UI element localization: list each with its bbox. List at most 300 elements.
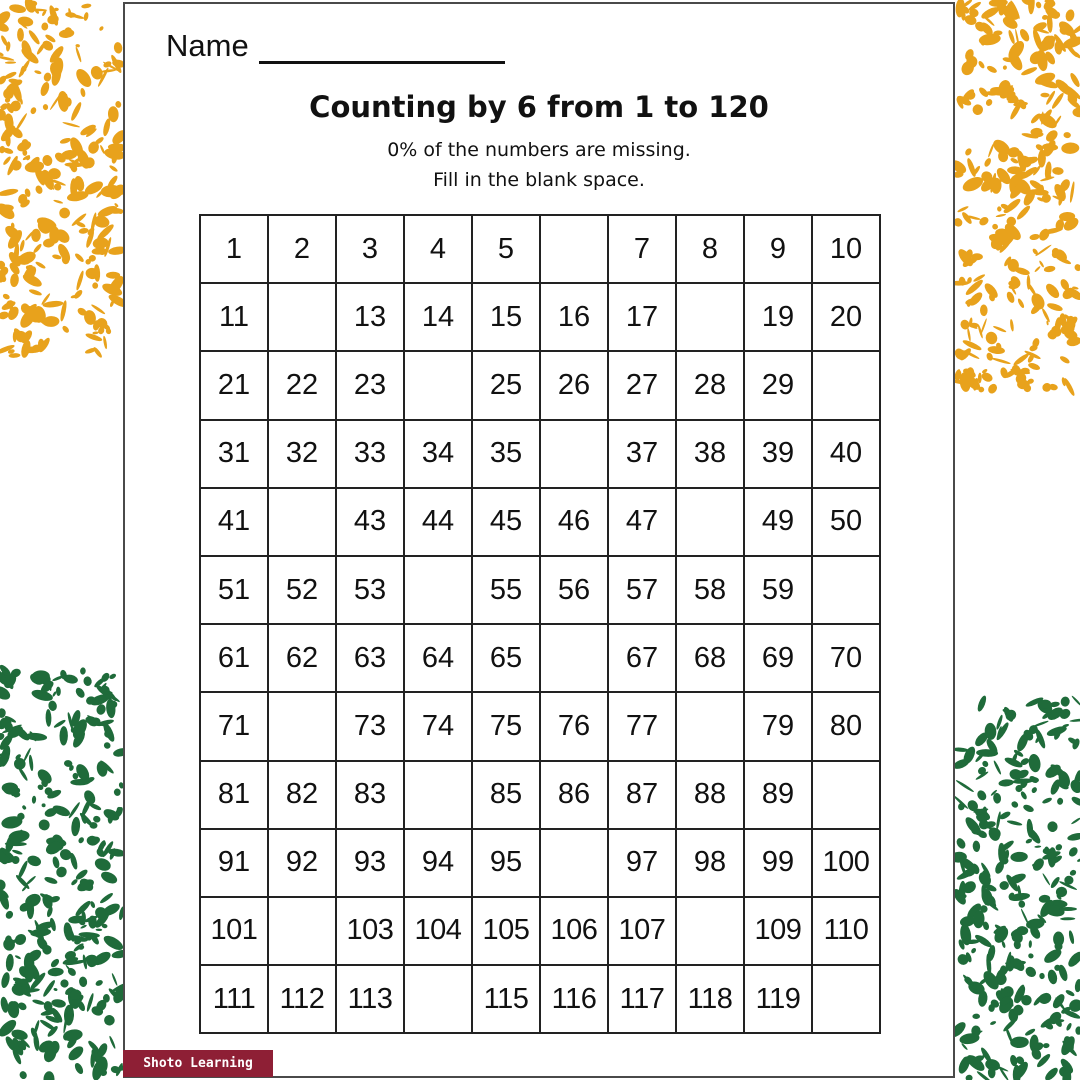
splatter-blob bbox=[32, 999, 45, 1006]
splatter-blob bbox=[1041, 797, 1052, 805]
splatter-blob bbox=[1029, 291, 1047, 311]
splatter-blob bbox=[998, 779, 1014, 788]
number-cell: 74 bbox=[405, 693, 473, 761]
splatter-blob bbox=[967, 328, 972, 342]
number-cell: 73 bbox=[337, 693, 405, 761]
splatter-blob bbox=[108, 1035, 116, 1049]
number-cell: 53 bbox=[337, 557, 405, 625]
splatter-blob bbox=[51, 803, 71, 818]
number-cell: 107 bbox=[609, 898, 677, 966]
number-cell: 9 bbox=[745, 216, 813, 284]
number-cell: 58 bbox=[677, 557, 745, 625]
blank-cell[interactable] bbox=[541, 830, 609, 898]
splatter-blob bbox=[99, 892, 114, 905]
splatter-blob bbox=[73, 1062, 85, 1076]
splatter-blob bbox=[987, 143, 995, 158]
number-cell: 103 bbox=[337, 898, 405, 966]
splatter-blob bbox=[1043, 265, 1055, 273]
splatter-blob bbox=[57, 90, 70, 112]
number-grid bbox=[199, 214, 881, 1034]
splatter-blob bbox=[2, 783, 18, 793]
blank-cell[interactable] bbox=[405, 966, 473, 1034]
splatter-blob bbox=[36, 817, 51, 832]
blank-cell[interactable] bbox=[677, 489, 745, 557]
splatter-blob bbox=[1046, 302, 1063, 313]
splatter-blob bbox=[49, 957, 60, 968]
splatter-blob bbox=[1017, 298, 1026, 309]
number-cell: 27 bbox=[609, 352, 677, 420]
splatter-blob bbox=[1063, 377, 1076, 397]
splatter-blob bbox=[80, 667, 86, 675]
splatter-blob bbox=[1039, 991, 1054, 1006]
number-cell: 40 bbox=[813, 421, 881, 489]
splatter-blob bbox=[5, 61, 16, 64]
splatter-blob bbox=[1010, 800, 1019, 809]
splatter-blob bbox=[972, 840, 980, 852]
splatter-blob bbox=[995, 811, 1001, 830]
splatter-blob bbox=[41, 22, 48, 31]
splatter-blob bbox=[18, 1070, 27, 1080]
splatter-blob bbox=[1054, 843, 1063, 852]
blank-cell[interactable] bbox=[813, 762, 881, 830]
blank-cell[interactable] bbox=[541, 625, 609, 693]
number-cell: 4 bbox=[405, 216, 473, 284]
splatter-blob bbox=[62, 121, 80, 128]
splatter-blob bbox=[92, 331, 98, 335]
splatter-blob bbox=[56, 686, 61, 696]
splatter-blob bbox=[1057, 797, 1064, 805]
number-cell: 34 bbox=[405, 421, 473, 489]
splatter-blob bbox=[1007, 819, 1023, 826]
splatter-blob bbox=[80, 88, 86, 98]
number-cell: 111 bbox=[201, 966, 269, 1034]
worksheet-page bbox=[123, 2, 955, 1078]
splatter-blob bbox=[1077, 858, 1080, 863]
number-cell: 51 bbox=[201, 557, 269, 625]
number-cell: 112 bbox=[269, 966, 337, 1034]
splatter-blob bbox=[108, 164, 118, 173]
splatter-blob bbox=[53, 988, 58, 992]
blank-cell[interactable] bbox=[677, 693, 745, 761]
splatter-blob bbox=[1071, 695, 1080, 707]
splatter-blob bbox=[0, 188, 19, 198]
splatter-blob bbox=[981, 760, 989, 769]
splatter-blob bbox=[92, 346, 103, 359]
splatter-blob bbox=[96, 928, 103, 931]
blank-cell[interactable] bbox=[677, 898, 745, 966]
splatter-blob bbox=[1051, 992, 1067, 1010]
blank-cell[interactable] bbox=[677, 284, 745, 352]
number-cell: 38 bbox=[677, 421, 745, 489]
splatter-blob bbox=[995, 213, 1006, 217]
splatter-blob bbox=[962, 338, 983, 352]
splatter-blob bbox=[113, 42, 123, 54]
splatter-blob bbox=[32, 796, 37, 804]
splatter-blob bbox=[977, 60, 985, 69]
splatter-blob bbox=[1069, 869, 1077, 877]
number-cell: 29 bbox=[745, 352, 813, 420]
name-field bbox=[166, 28, 505, 64]
number-cell: 80 bbox=[813, 693, 881, 761]
number-cell: 19 bbox=[745, 284, 813, 352]
splatter-blob bbox=[971, 103, 984, 116]
splatter-blob bbox=[1067, 846, 1079, 859]
splatter-blob bbox=[1074, 979, 1080, 993]
splatter-blob bbox=[42, 803, 46, 807]
splatter-blob bbox=[27, 29, 41, 46]
splatter-blob bbox=[59, 978, 69, 988]
splatter-blob bbox=[102, 1013, 117, 1027]
number-cell: 35 bbox=[473, 421, 541, 489]
splatter-blob bbox=[1059, 355, 1071, 365]
splatter-blob bbox=[1009, 319, 1014, 332]
splatter-blob bbox=[28, 288, 42, 297]
splatter-blob bbox=[1028, 940, 1032, 948]
splatter-blob bbox=[95, 979, 104, 987]
splatter-blob bbox=[1061, 142, 1080, 154]
splatter-blob bbox=[1023, 965, 1038, 980]
number-cell: 75 bbox=[473, 693, 541, 761]
splatter-blob bbox=[13, 932, 29, 948]
number-cell: 55 bbox=[473, 557, 541, 625]
splatter-blob bbox=[1034, 845, 1041, 848]
splatter-blob bbox=[58, 206, 72, 220]
splatter-blob bbox=[81, 3, 92, 9]
splatter-blob bbox=[1069, 718, 1080, 723]
splatter-blob bbox=[99, 869, 119, 886]
splatter-blob bbox=[99, 145, 105, 155]
number-cell: 7 bbox=[609, 216, 677, 284]
splatter-blob bbox=[93, 856, 113, 873]
worksheet-title: Counting by 6 from 1 to 120 bbox=[309, 90, 769, 124]
number-cell: 116 bbox=[541, 966, 609, 1034]
number-cell: 26 bbox=[541, 352, 609, 420]
number-cell: 59 bbox=[745, 557, 813, 625]
splatter-blob bbox=[47, 967, 64, 976]
splatter-blob bbox=[1042, 873, 1051, 886]
splatter-blob bbox=[991, 357, 1011, 365]
splatter-blob bbox=[74, 686, 87, 699]
number-cell: 99 bbox=[745, 830, 813, 898]
splatter-blob bbox=[1002, 65, 1007, 70]
splatter-blob bbox=[103, 741, 112, 750]
number-cell: 104 bbox=[405, 898, 473, 966]
number-cell: 110 bbox=[813, 898, 881, 966]
splatter-blob bbox=[972, 1014, 980, 1020]
number-cell: 21 bbox=[201, 352, 269, 420]
splatter-blob bbox=[975, 789, 988, 802]
blank-cell[interactable] bbox=[813, 966, 881, 1034]
splatter-blob bbox=[69, 101, 83, 122]
splatter-blob bbox=[31, 229, 41, 243]
number-cell: 77 bbox=[609, 693, 677, 761]
number-cell: 33 bbox=[337, 421, 405, 489]
splatter-blob bbox=[1067, 832, 1080, 842]
number-cell: 70 bbox=[813, 625, 881, 693]
splatter-blob bbox=[34, 70, 42, 75]
blank-cell[interactable] bbox=[405, 352, 473, 420]
splatter-blob bbox=[1010, 851, 1028, 862]
splatter-blob bbox=[14, 955, 21, 960]
number-cell: 22 bbox=[269, 352, 337, 420]
blank-cell[interactable] bbox=[541, 421, 609, 489]
number-cell: 2 bbox=[269, 216, 337, 284]
worksheet-subtitle: 0% of the numbers are missing. bbox=[387, 139, 691, 161]
splatter-blob bbox=[44, 876, 59, 886]
number-cell: 94 bbox=[405, 830, 473, 898]
splatter-blob bbox=[1031, 786, 1038, 794]
splatter-blob bbox=[1073, 263, 1080, 273]
splatter-blob bbox=[1012, 352, 1030, 367]
number-cell: 11 bbox=[201, 284, 269, 352]
splatter-blob bbox=[985, 98, 994, 107]
splatter-blob bbox=[1026, 281, 1037, 296]
splatter-blob bbox=[70, 178, 77, 198]
splatter-blob bbox=[59, 137, 71, 145]
splatter-blob bbox=[34, 184, 43, 194]
number-cell: 52 bbox=[269, 557, 337, 625]
blank-cell[interactable] bbox=[541, 216, 609, 284]
splatter-blob bbox=[1041, 308, 1051, 323]
splatter-blob bbox=[14, 112, 28, 132]
splatter-blob bbox=[102, 335, 107, 349]
splatter-blob bbox=[78, 976, 87, 987]
number-cell: 86 bbox=[541, 762, 609, 830]
splatter-blob bbox=[1043, 1066, 1060, 1080]
number-cell: 119 bbox=[745, 966, 813, 1034]
splatter-blob bbox=[1046, 820, 1059, 833]
number-cell: 8 bbox=[677, 216, 745, 284]
number-cell: 46 bbox=[541, 489, 609, 557]
splatter-blob bbox=[1007, 29, 1016, 44]
number-cell: 117 bbox=[609, 966, 677, 1034]
splatter-blob bbox=[45, 709, 51, 727]
splatter-blob bbox=[74, 252, 85, 263]
splatter-blob bbox=[3, 70, 17, 80]
number-cell: 5 bbox=[473, 216, 541, 284]
blank-cell[interactable] bbox=[405, 557, 473, 625]
worksheet-instruction: Fill in the blank space. bbox=[433, 169, 645, 191]
splatter-blob bbox=[964, 147, 973, 157]
splatter-blob bbox=[970, 947, 977, 954]
splatter-blob bbox=[43, 104, 49, 111]
number-cell: 85 bbox=[473, 762, 541, 830]
name-blank-line[interactable] bbox=[259, 33, 505, 64]
splatter-blob bbox=[9, 3, 27, 14]
splatter-blob bbox=[1043, 1043, 1050, 1049]
number-cell: 64 bbox=[405, 625, 473, 693]
number-cell: 113 bbox=[337, 966, 405, 1034]
splatter-blob bbox=[993, 760, 1002, 775]
number-cell: 83 bbox=[337, 762, 405, 830]
number-cell: 3 bbox=[337, 216, 405, 284]
splatter-blob bbox=[75, 46, 82, 62]
splatter-blob bbox=[993, 325, 1007, 333]
splatter-blob bbox=[0, 52, 4, 57]
number-cell: 92 bbox=[269, 830, 337, 898]
splatter-blob bbox=[78, 227, 89, 234]
number-cell: 68 bbox=[677, 625, 745, 693]
splatter-blob bbox=[986, 382, 999, 395]
splatter-blob bbox=[1020, 790, 1028, 800]
splatter-blob bbox=[35, 261, 47, 270]
number-cell: 1 bbox=[201, 216, 269, 284]
brand-badge: Shoto Learning bbox=[123, 1050, 273, 1077]
splatter-blob bbox=[1027, 953, 1034, 960]
number-cell: 13 bbox=[337, 284, 405, 352]
number-cell: 98 bbox=[677, 830, 745, 898]
number-cell: 100 bbox=[813, 830, 881, 898]
splatter-blob bbox=[43, 72, 52, 83]
splatter-blob bbox=[1060, 696, 1070, 707]
number-cell: 89 bbox=[745, 762, 813, 830]
number-cell: 65 bbox=[473, 625, 541, 693]
number-cell: 81 bbox=[201, 762, 269, 830]
number-cell: 32 bbox=[269, 421, 337, 489]
blank-cell[interactable] bbox=[269, 898, 337, 966]
splatter-blob bbox=[1046, 969, 1058, 985]
number-cell: 106 bbox=[541, 898, 609, 966]
splatter-blob bbox=[1010, 1036, 1029, 1048]
splatter-blob bbox=[1064, 9, 1075, 23]
splatter-blob bbox=[39, 81, 51, 97]
splatter-blob bbox=[113, 788, 121, 796]
splatter-blob bbox=[991, 223, 999, 230]
blank-cell[interactable] bbox=[813, 557, 881, 625]
number-cell: 14 bbox=[405, 284, 473, 352]
splatter-blob bbox=[77, 836, 85, 844]
number-cell: 25 bbox=[473, 352, 541, 420]
splatter-blob bbox=[28, 755, 34, 772]
splatter-blob bbox=[54, 8, 59, 11]
number-cell: 16 bbox=[541, 284, 609, 352]
number-cell: 23 bbox=[337, 352, 405, 420]
splatter-blob bbox=[1035, 1, 1042, 9]
splatter-blob bbox=[30, 106, 38, 115]
splatter-blob bbox=[1034, 266, 1041, 273]
number-cell: 49 bbox=[745, 489, 813, 557]
splatter-blob bbox=[59, 726, 68, 746]
splatter-blob bbox=[2, 293, 11, 301]
splatter-blob bbox=[955, 779, 974, 793]
number-cell: 93 bbox=[337, 830, 405, 898]
number-cell: 45 bbox=[473, 489, 541, 557]
splatter-blob bbox=[53, 199, 63, 204]
blank-cell[interactable] bbox=[269, 284, 337, 352]
splatter-blob bbox=[51, 998, 67, 1008]
splatter-blob bbox=[10, 273, 20, 288]
splatter-blob bbox=[1015, 204, 1032, 221]
splatter-blob bbox=[102, 118, 112, 137]
number-cell: 15 bbox=[473, 284, 541, 352]
splatter-blob bbox=[1068, 930, 1075, 945]
number-cell: 44 bbox=[405, 489, 473, 557]
splatter-blob bbox=[1065, 989, 1076, 997]
number-cell: 57 bbox=[609, 557, 677, 625]
splatter-blob bbox=[1070, 795, 1080, 808]
splatter-blob bbox=[82, 788, 98, 806]
number-cell: 88 bbox=[677, 762, 745, 830]
blank-cell[interactable] bbox=[269, 489, 337, 557]
number-cell: 28 bbox=[677, 352, 745, 420]
splatter-blob bbox=[997, 206, 1002, 212]
splatter-blob bbox=[101, 933, 125, 953]
blank-cell[interactable] bbox=[269, 693, 337, 761]
blank-cell[interactable] bbox=[813, 352, 881, 420]
splatter-blob bbox=[111, 973, 118, 986]
number-cell: 37 bbox=[609, 421, 677, 489]
splatter-blob bbox=[17, 28, 24, 42]
splatter-blob bbox=[1028, 0, 1035, 14]
splatter-blob bbox=[980, 318, 988, 335]
splatter-blob bbox=[1052, 167, 1064, 175]
number-cell: 105 bbox=[473, 898, 541, 966]
splatter-blob bbox=[1071, 817, 1080, 825]
number-cell: 118 bbox=[677, 966, 745, 1034]
splatter-blob bbox=[1022, 803, 1035, 813]
splatter-blob bbox=[1029, 233, 1040, 241]
number-cell: 43 bbox=[337, 489, 405, 557]
number-cell: 10 bbox=[813, 216, 881, 284]
splatter-blob bbox=[1039, 973, 1045, 980]
number-cell: 31 bbox=[201, 421, 269, 489]
number-cell: 79 bbox=[745, 693, 813, 761]
number-cell: 97 bbox=[609, 830, 677, 898]
splatter-blob bbox=[61, 325, 70, 334]
number-cell: 56 bbox=[541, 557, 609, 625]
number-cell: 109 bbox=[745, 898, 813, 966]
splatter-blob bbox=[1020, 66, 1038, 77]
number-cell: 101 bbox=[201, 898, 269, 966]
number-cell: 63 bbox=[337, 625, 405, 693]
splatter-blob bbox=[1027, 753, 1041, 773]
splatter-blob bbox=[1069, 181, 1075, 203]
number-cell: 67 bbox=[609, 625, 677, 693]
splatter-blob bbox=[0, 971, 11, 988]
splatter-blob bbox=[43, 1071, 55, 1080]
number-cell: 115 bbox=[473, 966, 541, 1034]
splatter-blob bbox=[1060, 917, 1075, 920]
splatter-blob bbox=[32, 243, 42, 254]
splatter-blob bbox=[19, 239, 26, 252]
splatter-blob bbox=[73, 289, 84, 300]
name-label: Name bbox=[166, 28, 249, 63]
splatter-blob bbox=[978, 215, 990, 227]
number-cell: 69 bbox=[745, 625, 813, 693]
splatter-blob bbox=[1035, 244, 1052, 257]
splatter-blob bbox=[980, 304, 988, 316]
splatter-blob bbox=[12, 849, 23, 856]
splatter-blob bbox=[955, 837, 967, 851]
number-cell: 76 bbox=[541, 693, 609, 761]
splatter-blob bbox=[21, 805, 27, 811]
splatter-blob bbox=[92, 282, 98, 288]
splatter-blob bbox=[108, 673, 116, 680]
number-cell: 17 bbox=[609, 284, 677, 352]
splatter-blob bbox=[98, 25, 104, 31]
splatter-blob bbox=[17, 15, 34, 27]
number-cell: 61 bbox=[201, 625, 269, 693]
splatter-blob bbox=[966, 157, 978, 177]
splatter-blob bbox=[83, 676, 93, 687]
splatter-blob bbox=[1059, 907, 1077, 911]
number-cell: 95 bbox=[473, 830, 541, 898]
splatter-blob bbox=[83, 12, 89, 22]
splatter-blob bbox=[986, 64, 998, 74]
splatter-blob bbox=[0, 879, 6, 892]
blank-cell[interactable] bbox=[405, 762, 473, 830]
number-cell: 39 bbox=[745, 421, 813, 489]
